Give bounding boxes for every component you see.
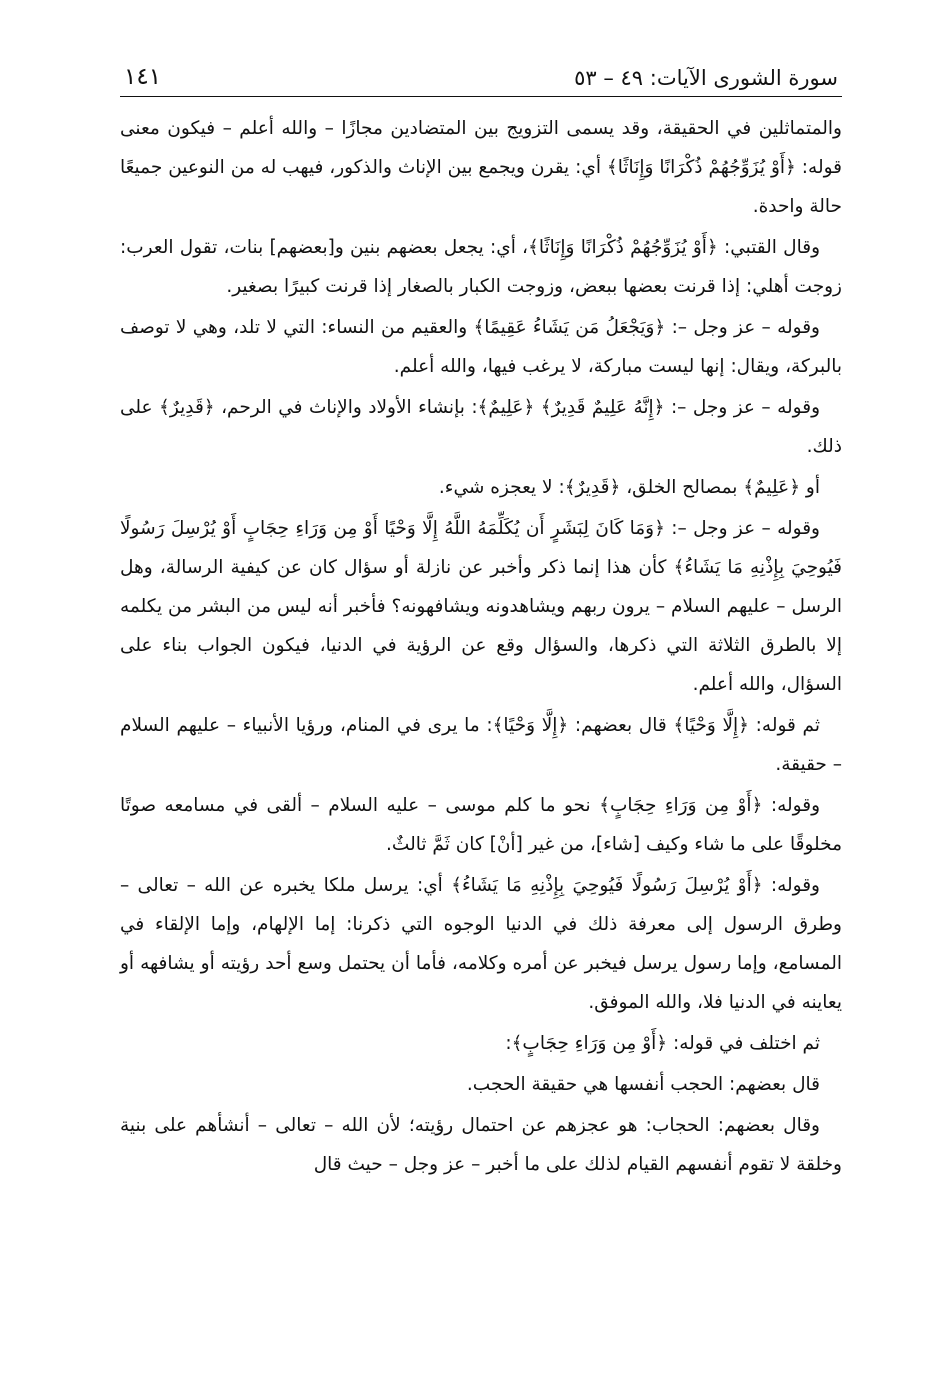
surah-title: سورة الشورى الآيات: ٤٩ – ٥٣: [574, 66, 838, 90]
page-body: [120, 109, 842, 1184]
paragraph-2: وقال القتبي: ﴿أَوْ يُزَوِّجُهُمْ ذُكْرَانًا وَإِنَاثًا﴾، أي: يجعل بعضهم بنين و[بعضهم] بنات، تقول العرب: زوجت أهلي: إذا قرنت بعضها ببعض، وزوجت الكبار بالصغار إذا قرنت كبيرًا بصغير.: [120, 237, 842, 297]
paragraph-1: والمتماثلين في الحقيقة، وقد يسمى التزويج بين المتضادين مجازًا – والله أعلم – فيكون معنى قوله: ﴿أَوْ يُزَوِّجُهُمْ ذُكْرَانًا وَإِنَاثًا﴾ أي: يقرن ويجمع بين الإناث والذكور، فيهب له من النوعين جميعًا حالة واحدة.: [120, 118, 842, 217]
book-page: [120, 50, 842, 1186]
paragraph-11: قال بعضهم: الحجب أنفسها هي حقيقة الحجب.: [466, 1074, 820, 1095]
paragraph-8: وقوله: ﴿أَوْ مِن وَرَاءِ حِجَابٍ﴾ نحو ما كلم موسى – عليه السلام – ألقى في مسامعه صوتًا مخلوقًا على ما شاء وكيف [شاء]، من غير [أنْ] كان ثَمَّ ثالثٌ.: [120, 795, 842, 855]
paragraph-9: وقوله: ﴿أَوْ يُرْسِلَ رَسُولًا فَيُوحِيَ بِإِذْنِهِ مَا يَشَاءُ﴾ أي: يرسل ملكا يخبره عن الله – تعالى – وطرق الرسول إلى معرفة ذلك في الدنيا الوجوه التي ذكرنا: إما الإلهام، وإما الإلقاء في المسامع، وإما رسول يرسل فيخبر عن أمره وكلامه، فأما أن يحتمل وسع أحد رؤيته أو يشافهه أو يعاينه في الدنيا فلا، والله الموفق.: [120, 875, 842, 1013]
paragraph-4: وقوله – عز وجل –: ﴿إِنَّهُ عَلِيمٌ قَدِيرٌ﴾ ﴿عَلِيمٌ﴾: بإنشاء الأولاد والإناث في الرحم، ﴿قَدِيرٌ﴾ على ذلك.: [120, 397, 842, 457]
paragraph-6: وقوله – عز وجل –: ﴿وَمَا كَانَ لِبَشَرٍ أَن يُكَلِّمَهُ اللَّهُ إِلَّا وَحْيًا أَوْ مِن وَرَاءِ حِجَابٍ أَوْ يُرْسِلَ رَسُولًا فَيُوحِيَ بِإِذْنِهِ مَا يَشَاءُ﴾ كأن هذا إنما ذكر وأخبر عن نازلة أو سؤال كان عن كيفية الرسالة، وهل الرسل – عليهم السلام – يرون ربهم ويشاهدونه ويشافهونه؟ فأخبر أنه ليس من البشر من يكلمه إلا بالطرق الثلاثة التي ذكرها، والسؤال وقع عن الرؤية في الدنيا، فيكون الجواب بناء على السؤال، والله أعلم.: [120, 518, 842, 695]
paragraph-12: وقال بعضهم: الحجاب: هو عجزهم عن احتمال رؤيته؛ لأن الله – تعالى – أنشأهم على بنية وخلقة لا تقوم أنفسهم القيام لذلك على ما أخبر – عز وجل – حيث قال: [120, 1115, 842, 1175]
paragraph-7: ثم قوله: ﴿إِلَّا وَحْيًا﴾ قال بعضهم: ﴿إِلَّا وَحْيًا﴾: ما يرى في المنام، ورؤيا الأنبياء – عليهم السلام – حقيقة.: [120, 715, 842, 775]
paragraph-10: ثم اختلف في قوله: ﴿أَوْ مِن وَرَاءِ حِجَابٍ﴾:: [505, 1033, 820, 1054]
page-number: ١٤١: [124, 64, 162, 90]
paragraph-3: وقوله – عز وجل –: ﴿وَيَجْعَلُ مَن يَشَاءُ عَقِيمًا﴾ والعقيم من النساء: التي لا تلد، وهي لا توصف بالبركة، ويقال: إنها ليست مباركة، لا يرغب فيها، والله أعلم.: [120, 317, 842, 377]
paragraph-5: أو ﴿عَلِيمٌ﴾ بمصالح الخلق، ﴿قَدِيرٌ﴾: لا يعجزه شيء.: [438, 477, 820, 498]
running-header: [120, 50, 842, 97]
